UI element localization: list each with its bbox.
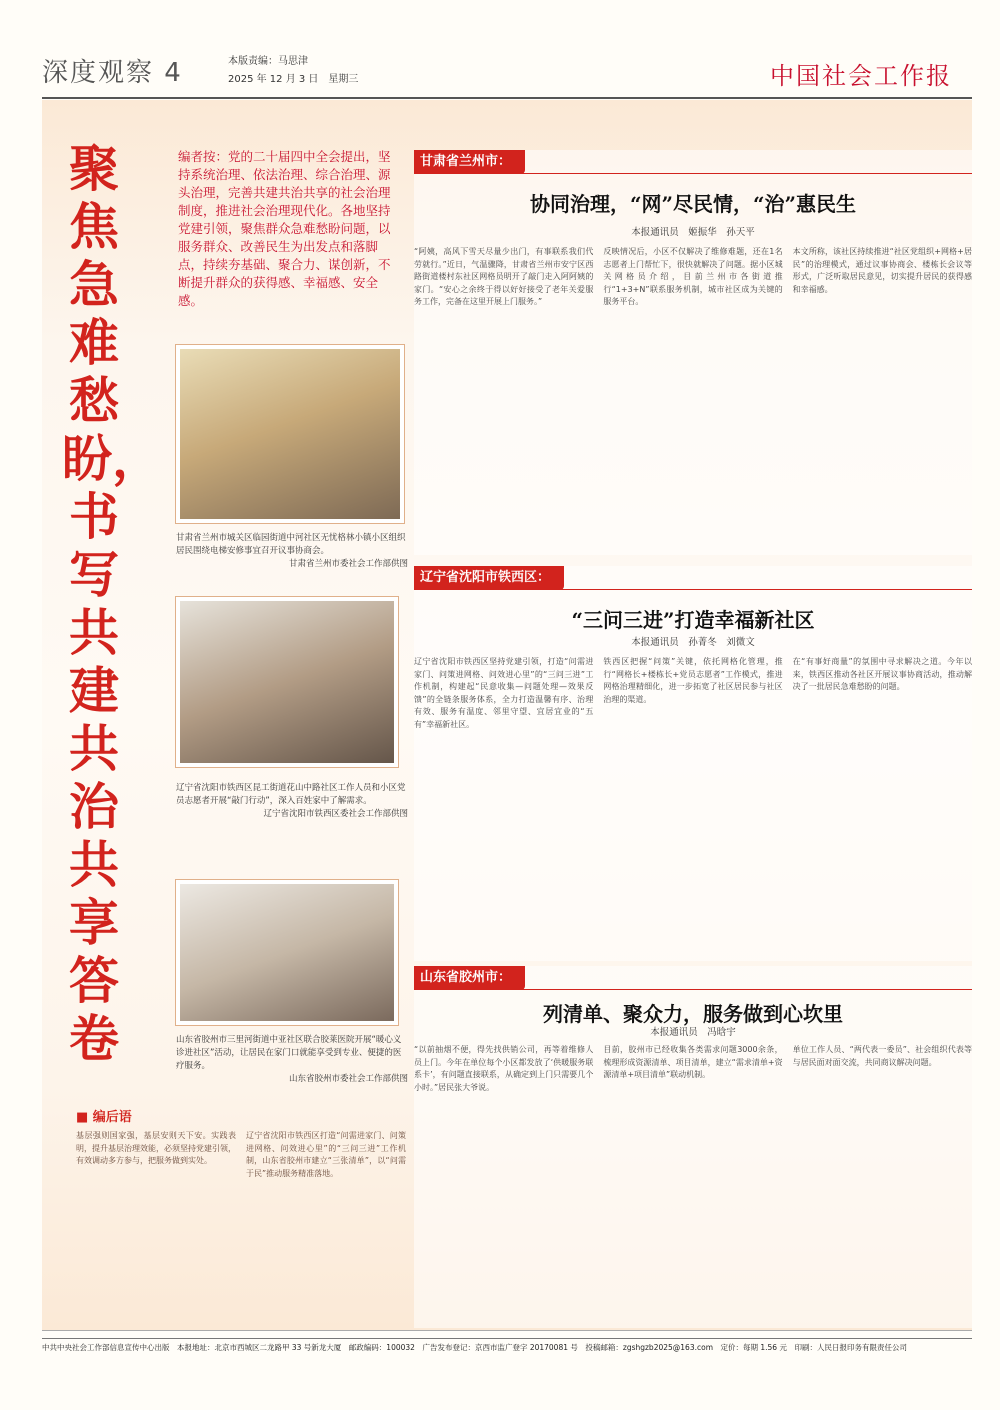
- article-headline: 列清单、聚众力，服务做到心坎里: [543, 1002, 843, 1026]
- article-region-tag: 甘肃省兰州市：: [414, 150, 525, 174]
- article-jiaozhou: [414, 966, 972, 1328]
- caption-source: 山东省胶州市委社会工作部供图: [288, 1074, 408, 1084]
- body-column: 本文所称，该社区持续推进“社区党组织+网格+居民”的治理模式，通过议事协商会、楼栋长会议等形式，广泛听取居民意见，切实提升居民的获得感和幸福感。: [792, 247, 972, 294]
- body-column: 反映情况后，小区不仅解决了维修难题，还在1名志愿者上门帮忙下，很快就解决了问题。据小区城关网格员介绍，目前兰州市各街道推行“1+3+N”联系服务机制，城市社区成为关键的服务平台。: [603, 247, 783, 307]
- caption-text: 山东省胶州市三里河街道中亚社区联合胶莱医院开展“暖心义诊进社区”活动，让居民在家门口就能享受到专业、便捷的医疗服务。: [176, 1035, 402, 1071]
- body-column: “以前抽烟不便，得先找供销公司，再等着维修人员上门。今年在单位每个小区都发放了‘供暖服务联系卡’，有问题直接联系，从确定到上门只需要几个小时。”居民张大爷说。: [414, 1045, 594, 1092]
- article-headline: “三问三进”打造幸福新社区: [571, 608, 815, 632]
- afterword-title: ■ 编后语: [76, 1110, 132, 1125]
- page-header: [42, 48, 972, 98]
- body-column: 铁西区把握“问策”关键，依托网格化管理，推行“网格长+楼栋长+党员志愿者”工作模式，推进网格治理精细化，进一步拓宽了社区居民参与社区治理的渠道。: [603, 657, 783, 704]
- article-lanzhou: [414, 150, 972, 555]
- photo-shenyang: [176, 597, 398, 767]
- article-body: [414, 1044, 972, 1322]
- afterword-body: [76, 1130, 406, 1180]
- caption-source: 甘肃省兰州市委社会工作部供图: [288, 559, 408, 569]
- photo-lanzhou: [176, 345, 404, 523]
- article-byline: 本报通讯员 姬振华 孙天平: [631, 227, 755, 238]
- tag-rule: [414, 589, 972, 590]
- body-column: 单位工作人员、“两代表一委员”、社会组织代表等与居民面对面交流，共同商议解决问题。: [792, 1045, 972, 1067]
- photo-jiaozhou: [176, 880, 398, 1025]
- photo-caption-3: [176, 1034, 408, 1086]
- caption-text: 辽宁省沈阳市铁西区昆工街道花山中路社区工作人员和小区党员志愿者开展“敲门行动”，深入百姓家中了解需求。: [176, 783, 406, 806]
- article-body: [414, 656, 972, 956]
- caption-text: 甘肃省兰州市城关区临园街道中河社区无忧格林小镇小区组织居民围绕电梯安修事宜召开议事协商会。: [176, 533, 406, 556]
- editor-note: 编者按：党的二十届四中全会提出，坚持系统治理、依法治理、综合治理、源头治理，完善共建共治共享的社会治理制度，推进社会治理现代化。各地坚持党建引领，聚焦群众急难愁盼问题，以服务群众、改善民生为出发点和落脚点，持续夯基础、聚合力、谋创新，不断提升群众的获得感、幸福感、安全感。: [178, 149, 391, 308]
- article-shenyang: [414, 566, 972, 961]
- section-label: 深度观察 4: [42, 58, 183, 88]
- afterword-box: [76, 1106, 406, 1326]
- article-region-tag: 辽宁省沈阳市铁西区：: [414, 566, 564, 590]
- date-line: 2025 年 12 月 3 日 星期三: [228, 74, 359, 85]
- header-rule: [42, 97, 972, 99]
- article-byline: 本报通讯员 冯晗宇: [650, 1027, 736, 1038]
- article-headline: 协同治理，“网”尽民情，“治”惠民生: [529, 192, 856, 216]
- body-column: 辽宁省沈阳市铁西区坚持党建引领，打造“问需进家门、问策进网格、问效进心里”的“三问三进”工作机制，构建起“民意收集—问题处理—效果反馈”的全链条服务体系，全力打造温馨有序、治理有效、服务有温度、邻里守望、宜居宜业的“五有”幸福新社区。: [414, 657, 594, 729]
- photo-caption-2: [176, 782, 408, 821]
- photo-caption-1: [176, 532, 408, 571]
- tag-rule: [414, 989, 972, 990]
- body-column: 目前，胶州市已经收集各类需求问题3000余条，梳理形成资源清单、项目清单，建立“需求清单+资源清单+项目清单”联动机制。: [603, 1045, 783, 1080]
- body-column: 在“有事好商量”的氛围中寻求解决之道。今年以来，铁西区推动各社区开展议事协商活动，推动解决了一批居民急难愁盼的问题。: [792, 657, 972, 692]
- main-title: 聚焦急难愁盼，书写共建共治共享答卷: [62, 140, 162, 1068]
- editor-line: 本版责编：马思津: [228, 56, 308, 67]
- footer-rule: [42, 1330, 972, 1331]
- body-column: “阿姨，高风下雪天尽量少出门，有事联系我们代劳就行。”近日，气温骤降，甘肃省兰州市安宁区西路街道楼村东社区网格员明开了敲门走入阿阿姨的家门。“安心之余终于得以好好接受了老年关爱服务工作，完备在这里开展上门服务。”: [414, 247, 594, 307]
- afterword-column: 基层强则国家强，基层安则天下安。实践表明，提升基层治理效能，必须坚持党建引领，有效调动多方参与，把服务做到实处。: [76, 1131, 236, 1166]
- article-region-tag: 山东省胶州市：: [414, 966, 525, 990]
- tag-rule: [414, 173, 972, 174]
- page-footer: 中共中央社会工作部信息宣传中心出版 本报地址：北京市西城区二龙路甲 33 号新龙大厦 邮政编码：100032 广告发布登记：京西市监广登字 20170081 号 投稿邮箱：zgshgzb2025@163.com 定价：每期 1.56 元 印刷：人民日报印务有限责任公司: [42, 1338, 972, 1353]
- article-body: [414, 246, 972, 546]
- newspaper-logo: 中国社会工作报: [770, 62, 952, 90]
- article-byline: 本报通讯员 孙菁冬 刘微文: [631, 637, 755, 648]
- afterword-column: 辽宁省沈阳市铁西区打造“问需进家门、问策进网格、问效进心里”的“三问三进”工作机制，山东省胶州市建立“三张清单”，以“问需于民”推动服务精准落地。: [246, 1131, 406, 1178]
- caption-source: 辽宁省沈阳市铁西区委社会工作部供图: [263, 809, 408, 819]
